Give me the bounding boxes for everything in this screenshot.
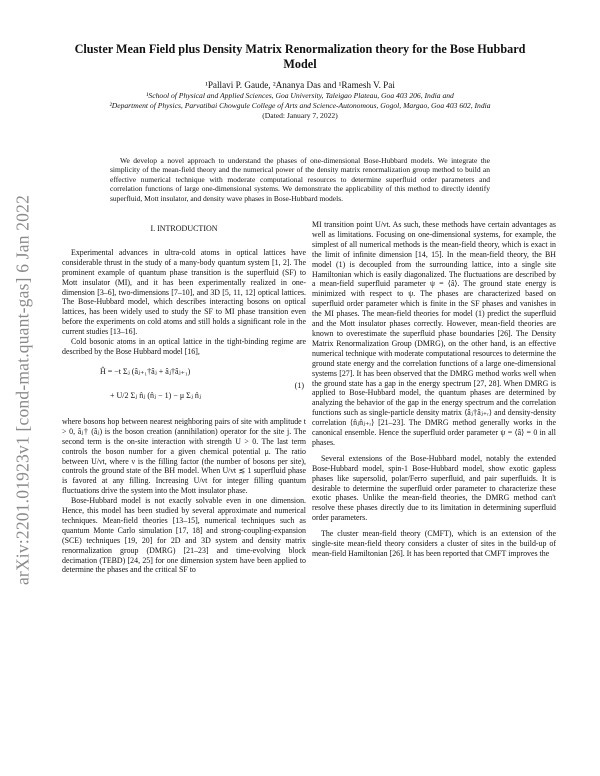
affiliation-1: ¹School of Physical and Applied Sciences, Goa University, Taleigao Plateau, Goa 403 206, India and (146, 91, 454, 100)
paragraph: Cold bosonic atoms in an optical lattice in the tight-binding regime are described by the Bose Hubbard model [16], (62, 337, 306, 356)
paragraph: MI transition point U/νt. As such, these methods have certain advantages as well as limitations. Focusing on one-dimensional systems, for example, the simplest of all numerical methods is the mean-field theory, which is exact in the limit of infinite dimension [14, 15]. In the mean-field theory, the BH model (1) is decoupled from the surrounding lattice, into a single site Hamiltonian which is easily diagonalized. The fluctuations are described by a mean-field superfluid parameter ψ = ⟨â⟩. The ground state energy is minimized with respect to ψ. The phases are characterized based on superfluid order parameter which is finite in the SF phases and vanishes in the MI phases. The mean-field theories for model (1) predict the superfluid and the Mott insulator phases correctly. However, mean-field theories are known to overestimate the superfluid phase boundaries [26]. The Density Matrix Renormalization Group (DMRG), on the other hand, is an effective numerical technique with moderate computational resources to determine the ground state energy and the correlation functions of a large one-dimensional systems [27]. It has been observed that the DMRG method works well when the ground state has a gap in the energy spectrum [27, 28]. When DMRG is applied to Bose-Hubbard model, the quantum phases are determined by analyzing the behavior of the gap in the energy spectrum and the correlation functions such as single-particle density matrix ⟨âⱼ†âⱼ₊ᵣ⟩ and density-density correlation ⟨n̂ⱼn̂ⱼ₊ᵣ⟩ [21–23]. The DMRG method generally works in the canonical ensemble. Hence the superfluid order parameter ψ = ⟨â⟩ = 0 in all phases. (312, 220, 556, 447)
equation-number: (1) (294, 380, 304, 390)
left-column (62, 222, 306, 575)
section-heading: I. INTRODUCTION (150, 224, 218, 233)
paragraph: where bosons hop between nearest neighboring pairs of site with amplitude t > 0, âⱼ† (âⱼ) is the boson creation (annihilation) operator for the site j. The second term is the on-site interaction with strength U > 0. The last term controls the boson number for a given chemical potential μ. The ratio between U/νt, where ν is the filling factor (the number of bosons per site), controls the ground state of the BH model. When U/νt ≲ 1 superfluid phase is favored at any filling. Increasing U/νt for integer filling quantum fluctuations drive the system into the Mott insulator phase. (62, 416, 306, 496)
date-line: (Dated: January 7, 2022) (262, 111, 338, 120)
equation-1 (62, 363, 306, 413)
abstract: We develop a novel approach to understand the phases of one-dimensional Bose-Hubbard models. We integrate the simplicity of the mean-field theory and the numerical power of the density matrix renormalization group method to build an effective numerical technique with moderate computational resources to determine superfluid order parameters and correlation functions of large one-dimensional systems. We demonstrate the applicability of this method to directly identify superfluid, Mott insulator, and density wave phases in Bose-Hubbard models. (110, 156, 490, 203)
paragraph: Several extensions of the Bose-Hubbard model, notably the extended Bose-Hubbard model, spin-1 Bose-Hubbard model, show exotic gapless phases like supersolid, polar/Ferro superfluid, and pair superfluids. It is desirable to determine the superfluid order parameter to characterize these exotic phases. Unlike the mean-field theories, the DMRG method can't resolve these phases directly due to its limitation in determining superfluid order parameters. (312, 453, 556, 523)
paragraph: Experimental advances in ultra-cold atoms in optical lattices have considerable thrust in the study of a many-body quantum system [1, 2]. The prominent example of quantum phase transition is the superfluid (SF) to Mott insulator (MI), and it has been experimentally realized in one-dimension [3–6], two-dimensions [7–10], and 3D [5, 11, 12] optical lattices. The Bose-Hubbard model, which describes interacting bosons on optical lattices, has been widely used to study the SF to MI phase transition even before the experiments on cold atoms and still holds a significant role in the current studies [13–16]. (62, 247, 306, 337)
paper-header (60, 42, 540, 121)
authors: ¹Pallavi P. Gaude, ²Ananya Das and ¹Ramesh V. Pai (205, 80, 395, 90)
paper-title: Cluster Mean Field plus Density Matrix Renormalization theory for the Bose Hubbard Model (74, 42, 526, 71)
paragraph: Bose-Hubbard model is not exactly solvable even in one dimension. Hence, this model has been studied by several approximate and numerical techniques. Mean-field theories [13–15], numerical techniques such as quantum Monte Carlo simulation [17, 18] and strong-coupling-expansion (SCE) techniques [19, 20] for 2D and 3D system and density matrix renormalization group (DMRG) [21–23] and time-evolving block decimation (TEBD) [24, 25] for one dimension system have been applied to determine the phases and the critical SF to (62, 496, 306, 575)
affiliation-2: ²Department of Physics, Parvatibai Chowgule College of Arts and Science-Autonomous, Gogol, Margao, Goa 403 602, India (109, 101, 491, 110)
equation-line-1: Ĥ = −t Σⱼ (âⱼ₊₁†âⱼ + âⱼ†âⱼ₊₁) (100, 366, 191, 376)
equation-line-2: + U/2 Σⱼ n̂ⱼ (n̂ⱼ − 1) − μ Σⱼ n̂ⱼ (110, 390, 202, 400)
arxiv-stamp-text: arXiv:2201.01923v1 [cond-mat.quant-gas] 6 Jan 2022 (12, 194, 33, 586)
right-column (312, 220, 556, 559)
paragraph: The cluster mean-field theory (CMFT), which is an extension of the single-site mean-field theory considers a cluster of sites in the build-up of mean-field Hamiltonian [26]. It has been reported that CMFT improves the (312, 529, 556, 558)
arxiv-stamp (8, 170, 38, 610)
